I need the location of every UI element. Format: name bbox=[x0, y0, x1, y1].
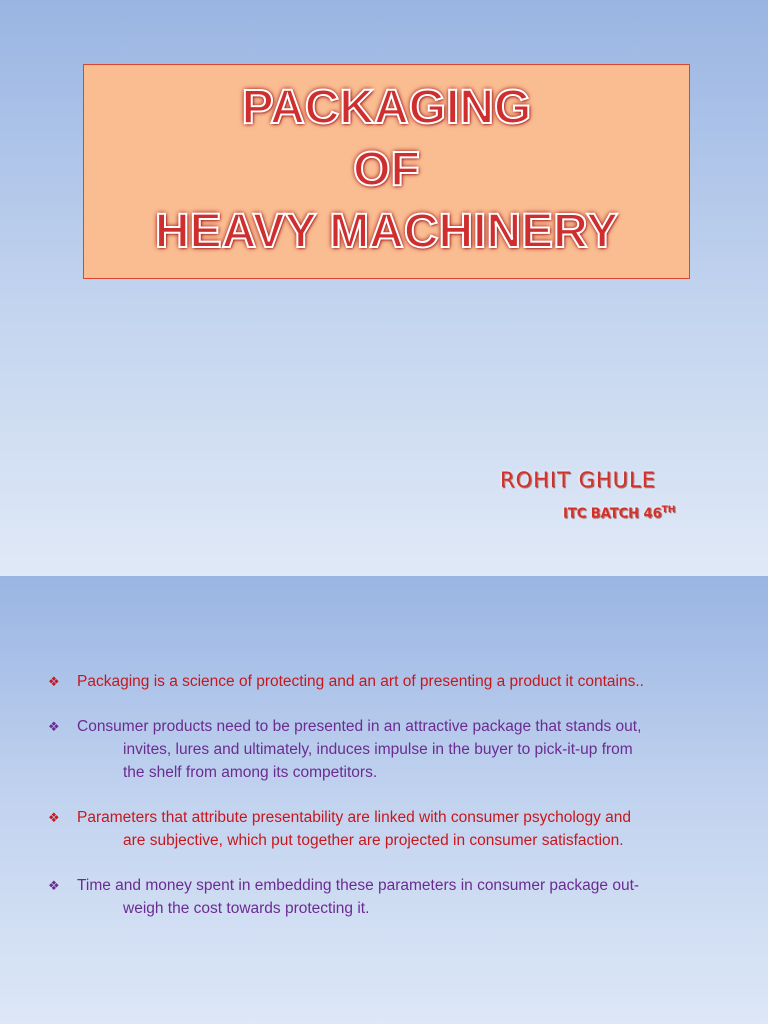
batch-text: ITC BATCH 46 bbox=[563, 506, 662, 522]
bullet-item bbox=[48, 715, 728, 784]
bullet-line: Packaging is a science of protecting and an art of presenting a product it contains.. bbox=[77, 673, 644, 690]
title-box bbox=[83, 64, 690, 279]
title-line-2: OF bbox=[353, 143, 420, 196]
bullet-item bbox=[48, 806, 728, 852]
bullet-item bbox=[48, 670, 728, 693]
diamond-bullet-icon: ❖ bbox=[48, 810, 60, 825]
batch-suffix: TH bbox=[661, 505, 676, 515]
bullet-line: weigh the cost towards protecting it. bbox=[123, 900, 370, 917]
batch-label bbox=[563, 505, 675, 521]
bullet-item bbox=[48, 874, 728, 920]
bullet-line: invites, lures and ultimately, induces impulse in the buyer to pick-it-up from bbox=[123, 741, 633, 758]
title-line-1: PACKAGING bbox=[241, 81, 532, 134]
diamond-bullet-icon: ❖ bbox=[48, 878, 60, 893]
content-slide bbox=[0, 576, 768, 1024]
diamond-bullet-icon: ❖ bbox=[48, 719, 60, 734]
bullet-line: are subjective, which put together are projected in consumer satisfaction. bbox=[123, 832, 624, 849]
title-line-3: HEAVY MACHINERY bbox=[154, 205, 619, 258]
bullet-line: Time and money spent in embedding these parameters in consumer package out- bbox=[77, 877, 640, 894]
bullet-line: Consumer products need to be presented in an attractive package that stands out, bbox=[77, 718, 642, 735]
bullet-list bbox=[48, 670, 728, 920]
bullet-line: Parameters that attribute presentability are linked with consumer psychology and bbox=[77, 809, 631, 826]
diamond-bullet-icon: ❖ bbox=[48, 674, 60, 689]
author-name: ROHIT GHULE bbox=[500, 468, 657, 492]
bullet-line: the shelf from among its competitors. bbox=[123, 764, 378, 781]
